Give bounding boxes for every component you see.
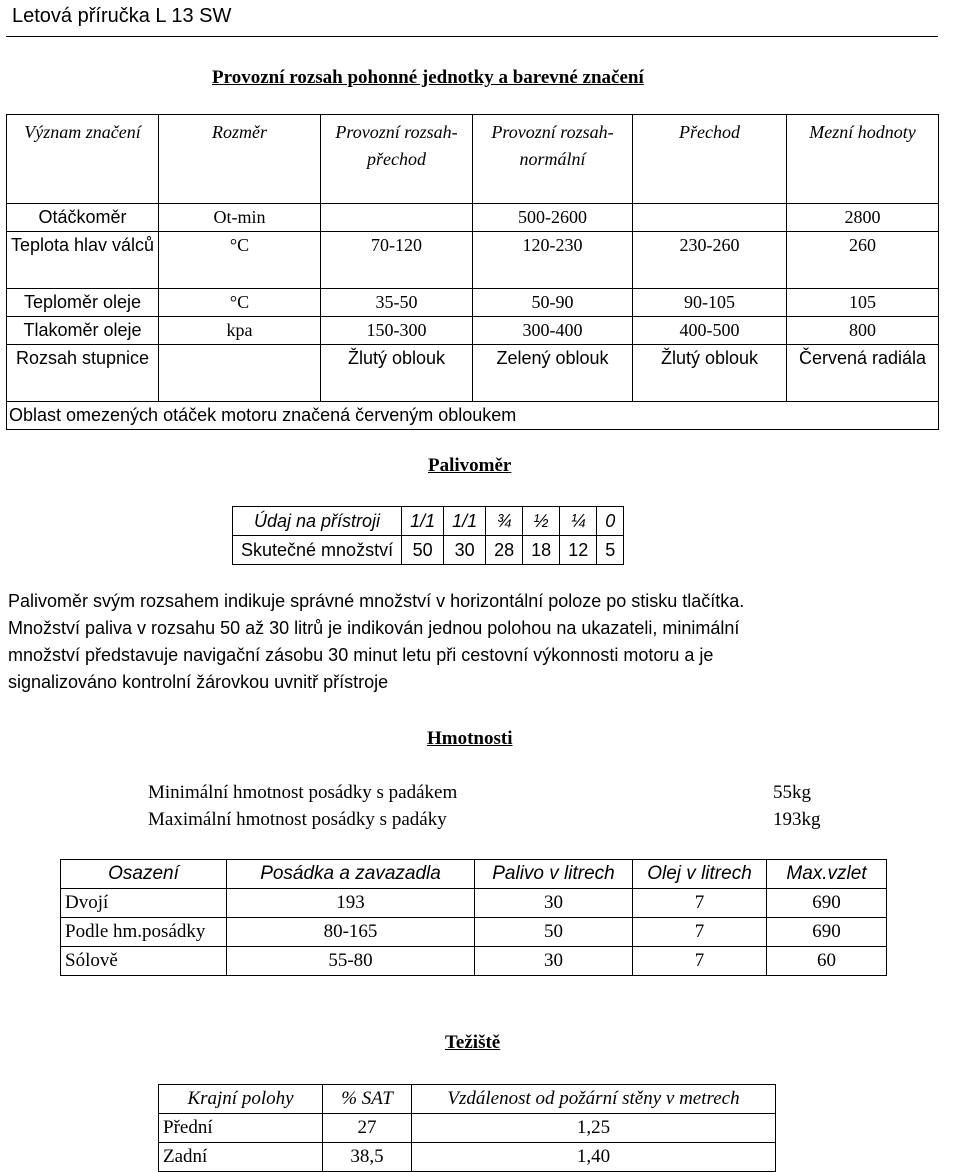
table-cell: Žlutý oblouk xyxy=(633,345,787,402)
table-row xyxy=(7,345,939,402)
table-cell: 50-90 xyxy=(473,289,633,317)
table-row xyxy=(7,402,939,430)
table-cell: 690 xyxy=(767,918,887,947)
table-cell: 1/1 xyxy=(402,507,444,536)
table-cell: 150-300 xyxy=(321,317,473,345)
column-header: Provozní rozsah-normální xyxy=(473,115,633,204)
table-cell: 1,40 xyxy=(412,1143,776,1172)
table-cell: Otáčkoměr xyxy=(7,204,159,232)
table-cell: °C xyxy=(159,232,321,289)
table-cell: Podle hm.posádky xyxy=(61,918,227,947)
table-row xyxy=(7,232,939,289)
manual-title: Letová příručka L 13 SW xyxy=(12,5,232,27)
table-cell: 7 xyxy=(633,889,767,918)
table-cell: 30 xyxy=(475,947,633,976)
table-header-row xyxy=(159,1085,776,1114)
min-mass-label: Minimální hmotnost posádky s padákem xyxy=(148,782,458,803)
table-row xyxy=(7,289,939,317)
table-row xyxy=(61,889,887,918)
table-cell: 7 xyxy=(633,918,767,947)
fuel-description xyxy=(8,588,938,696)
table-cell: 60 xyxy=(767,947,887,976)
table-cell xyxy=(633,204,787,232)
table-cell: Dvojí xyxy=(61,889,227,918)
table-row xyxy=(159,1143,776,1172)
max-mass-label: Maximální hmotnost posádky s padáky xyxy=(148,809,447,830)
table-cell: 500-2600 xyxy=(473,204,633,232)
table-cell: 12 xyxy=(560,536,597,565)
table-cell: 120-230 xyxy=(473,232,633,289)
table-cell: 193 xyxy=(227,889,475,918)
table-cell: Rozsah stupnice xyxy=(7,345,159,402)
table-row xyxy=(233,536,624,565)
table-cell: 300-400 xyxy=(473,317,633,345)
paragraph-line: signalizováno kontrolní žárovkou uvnitř přístroje xyxy=(8,672,389,692)
table-cell: 260 xyxy=(787,232,939,289)
table-cell: 50 xyxy=(475,918,633,947)
table-note: Oblast omezených otáček motoru značená červeným obloukem xyxy=(7,402,939,430)
column-header: Olej v litrech xyxy=(633,860,767,889)
table-cell: Zadní xyxy=(159,1143,323,1172)
table-row xyxy=(61,918,887,947)
column-header: Provozní rozsah-přechod xyxy=(321,115,473,204)
table-header-row xyxy=(61,860,887,889)
table-cell: kpa xyxy=(159,317,321,345)
table-cell: Červená radiála xyxy=(787,345,939,402)
table-cell: 80-165 xyxy=(227,918,475,947)
paragraph-line: Množství paliva v rozsahu 50 až 30 litrů je indikován jednou polohou na ukazateli, minimální xyxy=(8,618,740,638)
table-cell: 28 xyxy=(486,536,523,565)
loading-table xyxy=(60,859,887,976)
table-header-row xyxy=(7,115,939,204)
table-cell: Zelený oblouk xyxy=(473,345,633,402)
column-header: Význam značení xyxy=(7,115,159,204)
column-header: Palivo v litrech xyxy=(475,860,633,889)
table-cell: 27 xyxy=(323,1114,412,1143)
column-header: Posádka a zavazadla xyxy=(227,860,475,889)
table-cell xyxy=(321,204,473,232)
table-cell: 690 xyxy=(767,889,887,918)
fuel-section-title: Palivoměr xyxy=(428,455,512,476)
column-header: Přechod xyxy=(633,115,787,204)
table-cell: Ot-min xyxy=(159,204,321,232)
table-cell: Tlakoměr oleje xyxy=(7,317,159,345)
engine-range-table xyxy=(6,114,939,430)
column-header: Osazení xyxy=(61,860,227,889)
table-cell: 7 xyxy=(633,947,767,976)
table-row xyxy=(7,317,939,345)
table-row xyxy=(61,947,887,976)
table-cell: 18 xyxy=(523,536,560,565)
fuel-gauge-table xyxy=(232,506,624,565)
table-cell: 0 xyxy=(597,507,624,536)
table-row xyxy=(7,204,939,232)
table-cell: 230-260 xyxy=(633,232,787,289)
table-cell: 30 xyxy=(475,889,633,918)
table-cell: Přední xyxy=(159,1114,323,1143)
table-cell: 35-50 xyxy=(321,289,473,317)
table-cell: ½ xyxy=(523,507,560,536)
column-header: Vzdálenost od požární stěny v metrech xyxy=(412,1085,776,1114)
column-header: Krajní polohy xyxy=(159,1085,323,1114)
table-cell: 105 xyxy=(787,289,939,317)
table-cell xyxy=(159,345,321,402)
table-cell: 2800 xyxy=(787,204,939,232)
center-of-gravity-table xyxy=(158,1084,776,1172)
column-header: Rozměr xyxy=(159,115,321,204)
table-cell: 5 xyxy=(597,536,624,565)
table-cell: 30 xyxy=(444,536,486,565)
table-cell: Teplota hlav válců xyxy=(7,232,159,289)
table-cell: 70-120 xyxy=(321,232,473,289)
column-header: Mezní hodnoty xyxy=(787,115,939,204)
table-cell: Žlutý oblouk xyxy=(321,345,473,402)
table-cell: 1/1 xyxy=(444,507,486,536)
engine-section-title: Provozní rozsah pohonné jednotky a barevné značení xyxy=(212,67,644,88)
table-cell: 55-80 xyxy=(227,947,475,976)
table-cell: 50 xyxy=(402,536,444,565)
table-cell: Údaj na přístroji xyxy=(233,507,402,536)
table-cell: 1,25 xyxy=(412,1114,776,1143)
max-mass-value: 193kg xyxy=(773,809,821,830)
column-header: Max.vzlet xyxy=(767,860,887,889)
table-cell: ¼ xyxy=(560,507,597,536)
page-header xyxy=(6,0,938,37)
table-cell: ¾ xyxy=(486,507,523,536)
table-row xyxy=(159,1114,776,1143)
cg-section-title: Težiště xyxy=(445,1032,501,1053)
table-cell: Teploměr oleje xyxy=(7,289,159,317)
paragraph-line: Palivoměr svým rozsahem indikuje správné množství v horizontální poloze po stisku tlačítka. xyxy=(8,591,745,611)
table-cell: °C xyxy=(159,289,321,317)
table-cell: 400-500 xyxy=(633,317,787,345)
table-row xyxy=(233,507,624,536)
table-cell: 800 xyxy=(787,317,939,345)
column-header: % SAT xyxy=(323,1085,412,1114)
mass-section-title: Hmotnosti xyxy=(427,728,513,749)
paragraph-line: množství představuje navigační zásobu 30 minut letu při cestovní výkonnosti motoru a je xyxy=(8,645,714,665)
table-cell: 38,5 xyxy=(323,1143,412,1172)
table-cell: Sólově xyxy=(61,947,227,976)
table-cell: 90-105 xyxy=(633,289,787,317)
min-mass-value: 55kg xyxy=(773,782,811,803)
table-cell: Skutečné množství xyxy=(233,536,402,565)
